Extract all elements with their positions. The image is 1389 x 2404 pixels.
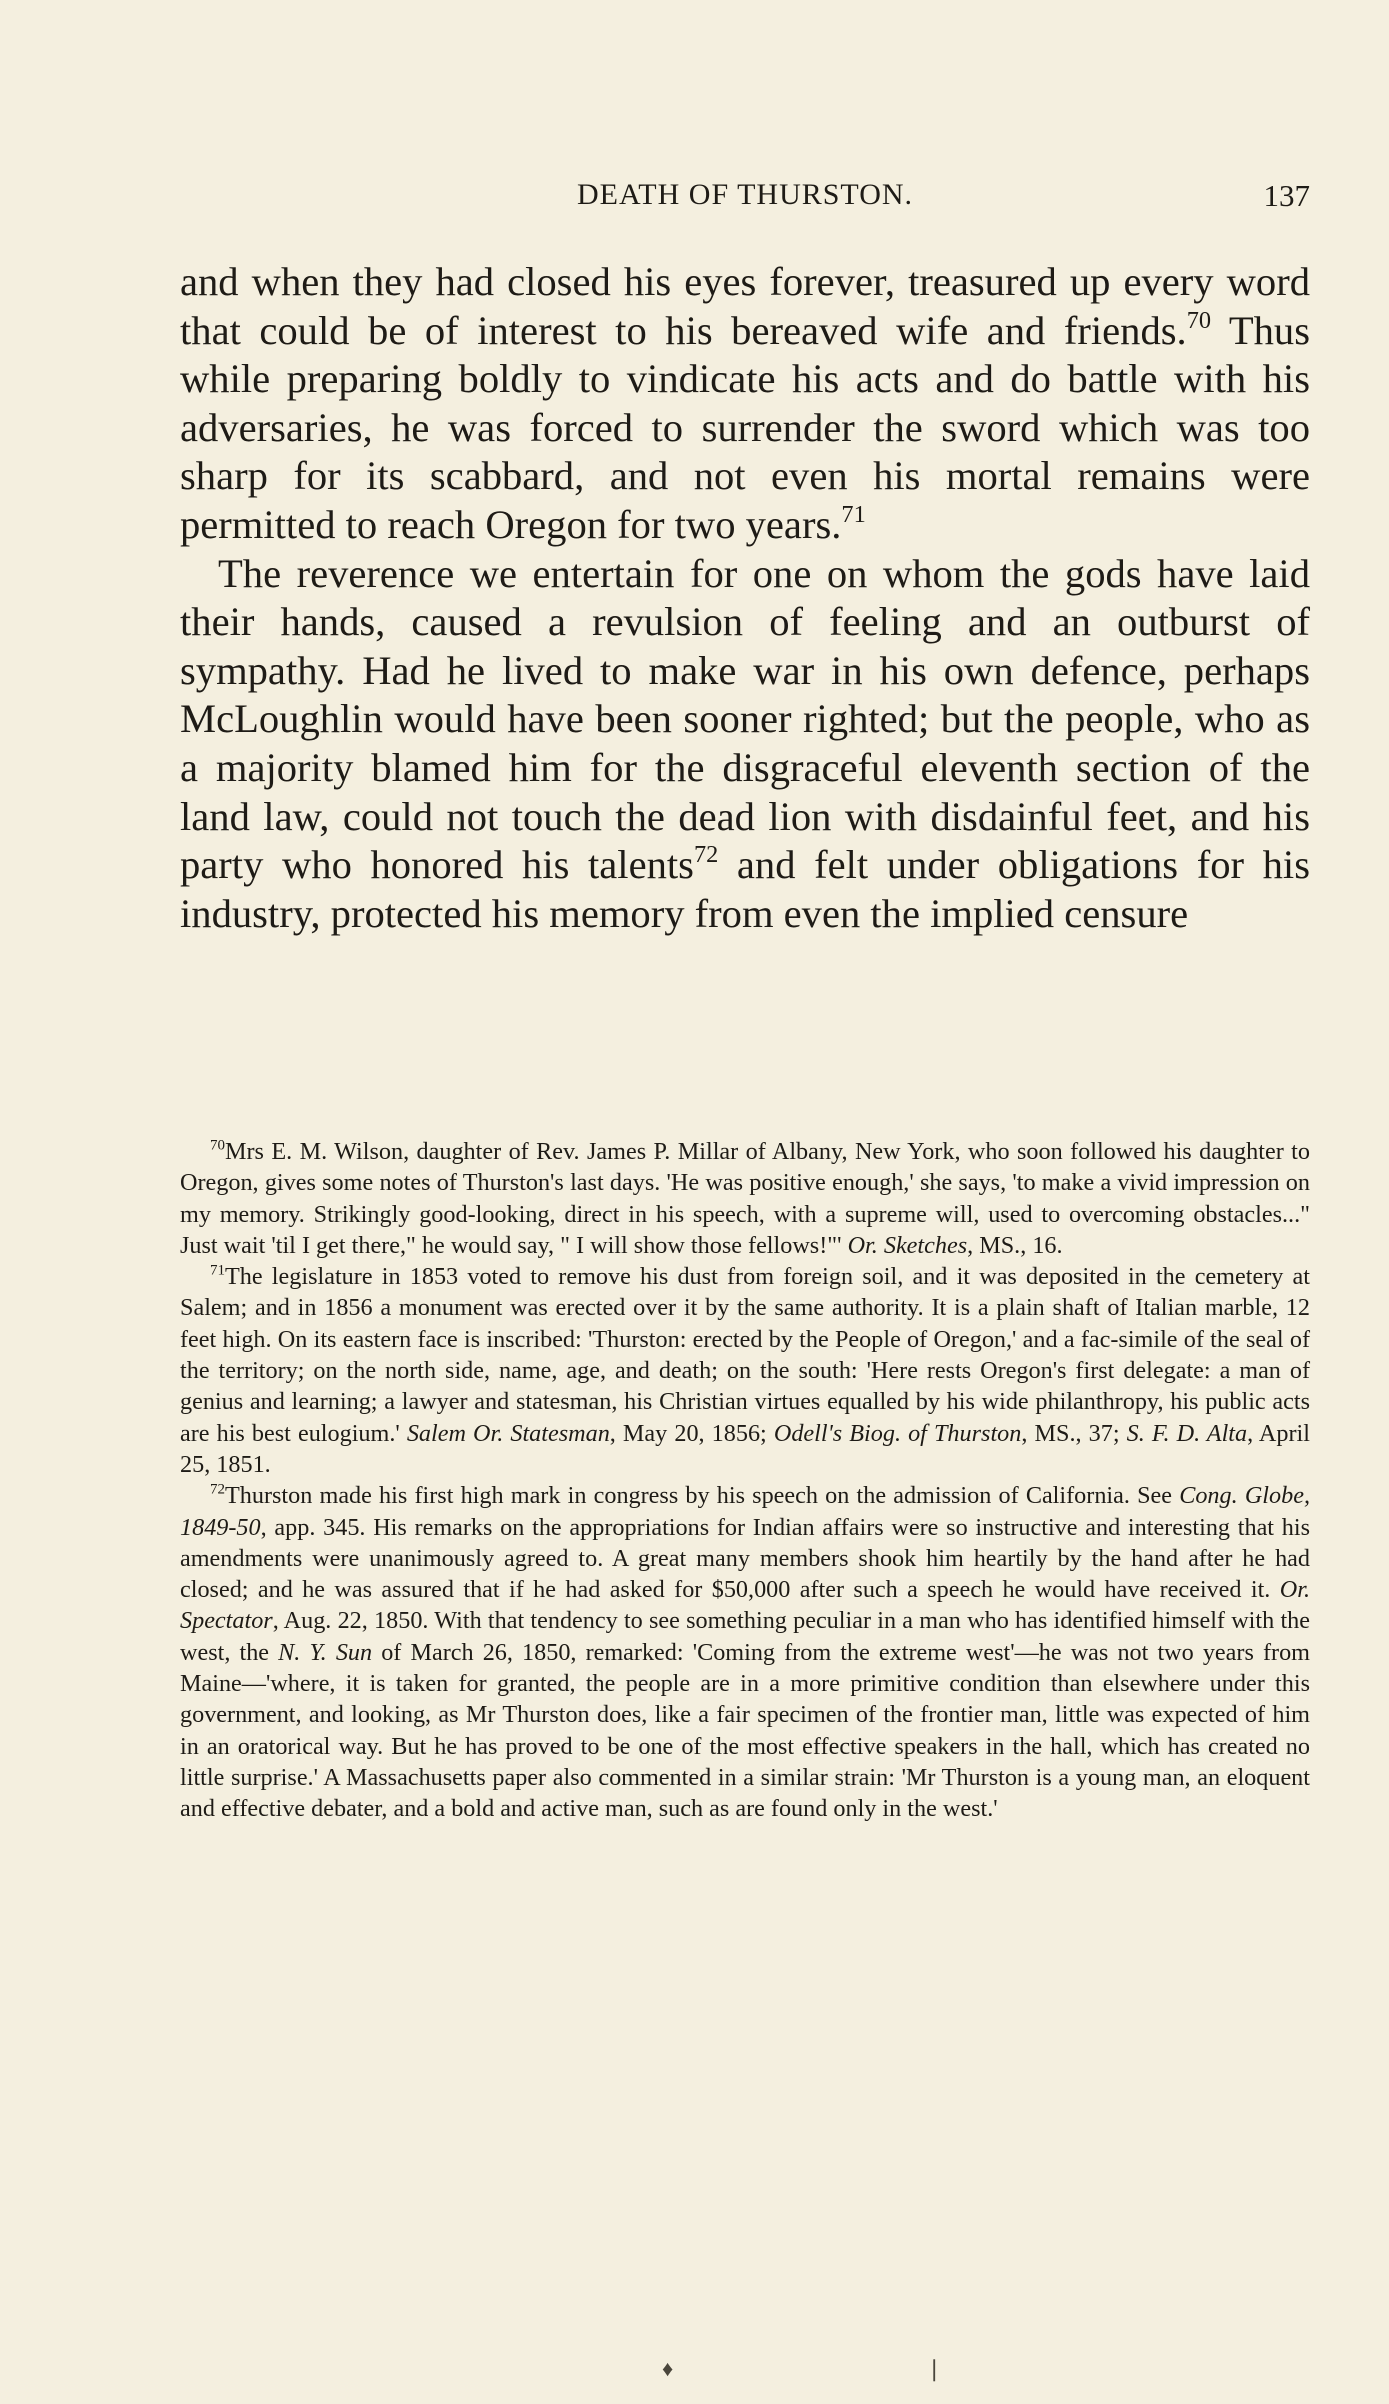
- body-paragraph: [180, 258, 1310, 550]
- footnote-text: , MS., 37;: [1021, 1419, 1127, 1447]
- printer-mark-right: ❘: [925, 2356, 944, 2381]
- citation-title: Or. Spectator: [180, 1576, 1310, 1635]
- page-number: 137: [1263, 178, 1310, 213]
- body-text: [180, 258, 1310, 938]
- citation-title: Salem Or. Statesman: [406, 1419, 610, 1447]
- citation-title: Or. Sketches: [847, 1231, 968, 1259]
- body-text-run: Thus while preparing boldly to vindicate his acts and do battle with his adversaries, he was forced to surrender the sword which was too sharp for its scabbard, and not even his mortal remains were permitted to reach Oregon for two years.: [180, 307, 1310, 547]
- footnote-text: The legislature in 1853 voted to remove his dust from foreign soil, and it was deposited in the cemetery at Salem; and in 1856 a monument was erected over it by the same authority. It is a plain shaft of Italian marble, 12 feet high. On its eastern face is inscribed: 'Thurston: erected by the People of Oregon,' and a fac-simile of the seal of the territory; on the north side, name, age, and death; on the south: 'Here rests Oregon's first delegate: a man of genius and learning; a lawyer and statesman, his Christian virtues equalled by his wide philanthropy, his public acts are his best eulogium.': [180, 1263, 1310, 1447]
- body-paragraph: [180, 550, 1310, 939]
- citation-title: S. F. D. Alta: [1126, 1419, 1248, 1447]
- footnote-ref: 70: [1186, 306, 1212, 334]
- citation-title: Odell's Biog. of Thurston: [773, 1419, 1022, 1447]
- footnote-number: 71: [210, 1262, 225, 1279]
- footnotes: [180, 1136, 1310, 1825]
- footnote-71: [180, 1261, 1310, 1480]
- running-head: DEATH OF THURSTON.: [576, 178, 914, 211]
- footnote-number: 70: [210, 1137, 225, 1154]
- footnote-text: , May 20, 1856;: [609, 1419, 774, 1447]
- footnote-text: Mrs E. M. Wilson, daughter of Rev. James P. Millar of Albany, New York, who soon followed his daughter to Oregon, gives some notes of Thurston's last days. 'He was positive enough,' she says, 'to make a vivid impression on my memory. Strikingly good-looking, direct in his speech, with a supreme will, used to overcoming obstacles..." Just wait 'til I get there," he would say, " I will show those fellows!"': [180, 1138, 1310, 1259]
- body-text-run: The reverence we entertain for one on whom the gods have laid their hands, caused a revulsion of feeling and an outburst of sympathy. Had he lived to make war in his own defence, perhaps McLoughlin would have been sooner righted; but the people, who as a majority blamed him for the disgraceful eleventh section of the land law, could not touch the dead lion with disdainful feet, and his party who honored his talents: [180, 550, 1310, 888]
- footnote-text: Thurston made his first high mark in congress by his speech on the admission of California. See: [225, 1482, 1180, 1510]
- body-text-run: and felt under obligations for his industry, protected his memory from even the implied censure: [180, 842, 1310, 936]
- footnote-text: , Aug. 22, 1850. With that tendency to see something peculiar in a man who has identified himself with the west, the: [180, 1607, 1310, 1666]
- footnote-text: , app. 345. His remarks on the appropriations for Indian affairs were so instructive and interesting that his amendments were unanimously agreed to. A great many members shook him heartily by the hand after he had closed; and he was assured that if he had asked for $50,000 after such a speech he would have received it.: [180, 1513, 1310, 1604]
- footnote-text: , MS., 16.: [967, 1231, 1063, 1259]
- body-text-run: and when they had closed his eyes forever, treasured up every word that could be of interest to his bereaved wife and friends.: [180, 259, 1310, 353]
- citation-title: N. Y. Sun: [278, 1638, 373, 1666]
- footnote-ref: 72: [693, 841, 719, 869]
- footnote-text: of March 26, 1850, remarked: 'Coming from the extreme west'—he was not two years from Maine—'where, it is taken for granted, the people are in a more primitive condition than elsewhere under this government, and looking, as Mr Thurston does, like a fair specimen of the frontier man, little was expected of him in an oratorical way. But he has proved to be one of the most effective speakers in the hall, which has created no little surprise.' A Massachusetts paper also commented in a similar strain: 'Mr Thurston is a young man, an eloquent and effective debater, and a bold and active man, such as are found only in the west.': [180, 1638, 1310, 1823]
- citation-title: Cong. Globe, 1849-50: [180, 1482, 1310, 1541]
- footnote-ref: 71: [841, 501, 866, 529]
- page-header: [180, 178, 1310, 226]
- footnote-70: [180, 1136, 1310, 1261]
- printer-mark-left: ♦: [662, 2356, 674, 2381]
- footnote-number: 72: [210, 1481, 225, 1498]
- footnote-text: , April 25, 1851.: [180, 1419, 1310, 1478]
- footnote-72: [180, 1480, 1310, 1824]
